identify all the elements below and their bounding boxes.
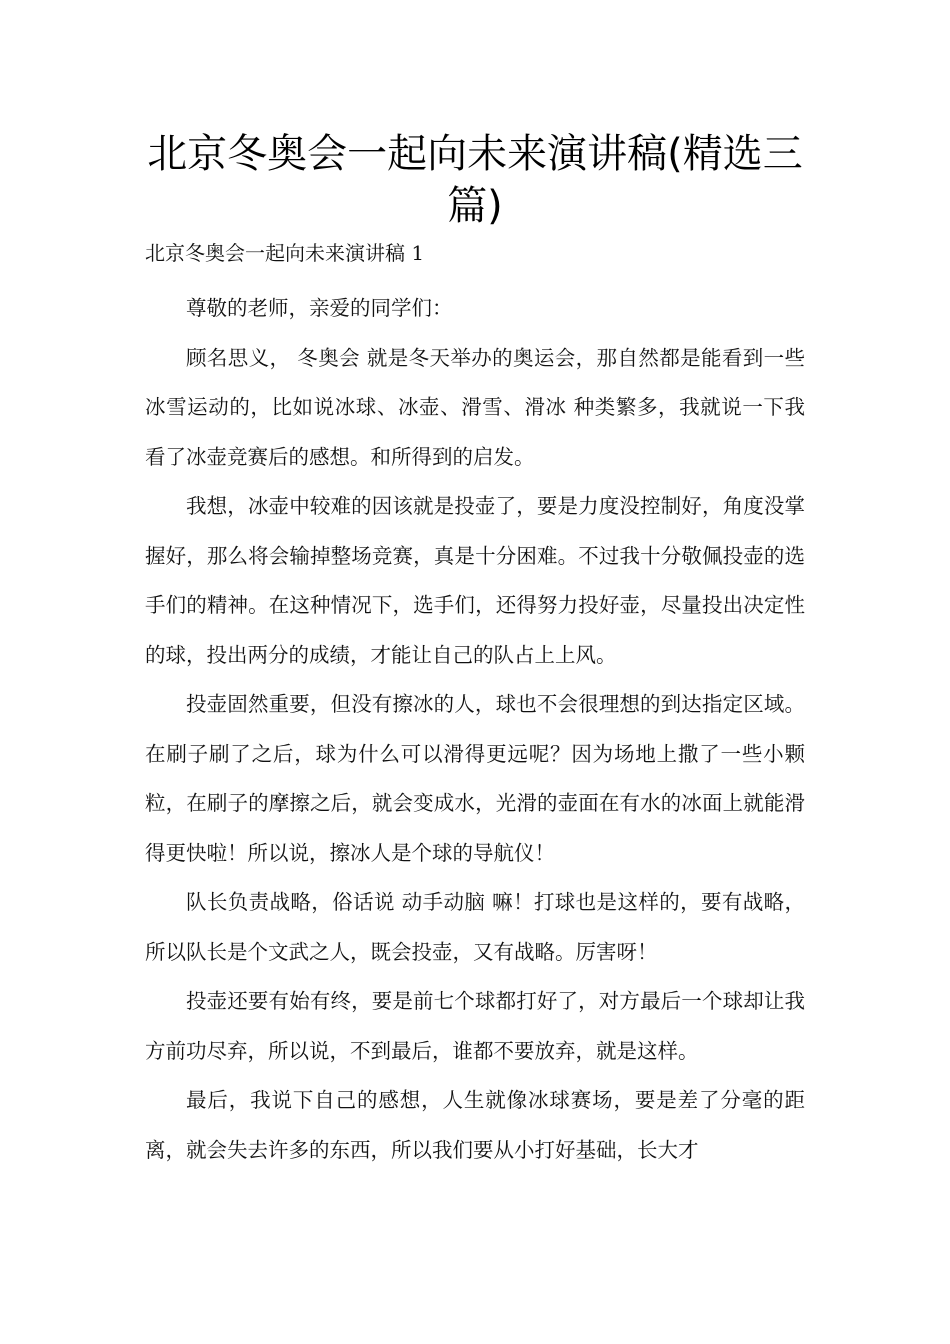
paragraph-persistence: 投壶还要有始有终，要是前七个球都打好了，对方最后一个球却让我方前功尽弃，所以说，不到最后，谁都不要放弃，就是这样。 bbox=[145, 989, 805, 1063]
document-title: 北京冬奥会一起向未来演讲稿(精选三篇) bbox=[147, 131, 803, 229]
paragraph-intro: 顾名思义， 冬奥会 就是冬天举办的奥运会，那自然都是能看到一些冰雪运动的，比如说冰球、冰壶、滑雪、滑冰 种类繁多，我就说一下我看了冰壶竞赛后的感想。和所得到的启发。 bbox=[145, 345, 805, 469]
paragraph-throwing: 我想，冰壶中较难的因该就是投壶了，要是力度没控制好，角度没掌握好，那么将会输掉整场竞赛，真是十分困难。不过我十分敬佩投壶的选手们的精神。在这种情况下，选手们，还得努力投好壶，尽量投出决定性的球，投出两分的成绩，才能让自己的队占上上风。 bbox=[145, 494, 805, 667]
paragraph-captain: 队长负责战略，俗话说 动手动脑 嘛！打球也是这样的，要有战略，所以队长是个文武之人，既会投壶，又有战略。厉害呀！ bbox=[145, 890, 805, 964]
section-heading: 北京冬奥会一起向未来演讲稿 1 bbox=[145, 241, 425, 265]
paragraph-sweeping: 投壶固然重要，但没有擦冰的人，球也不会很理想的到达指定区域。在刷子刷了之后，球为什么可以滑得更远呢？因为场地上撒了一些小颗粒，在刷子的摩擦之后，就会变成水，光滑的壶面在有水的冰面上就能滑得更快啦！所以说，擦冰人是个球的导航仪！ bbox=[145, 692, 805, 865]
paragraph-reflection: 最后，我说下自己的感想，人生就像冰球赛场，要是差了分毫的距离，就会失去许多的东西，所以我们要从小打好基础，长大才 bbox=[145, 1088, 805, 1162]
paragraph-greeting: 尊敬的老师，亲爱的同学们： bbox=[186, 296, 453, 320]
document-body bbox=[145, 284, 805, 1175]
